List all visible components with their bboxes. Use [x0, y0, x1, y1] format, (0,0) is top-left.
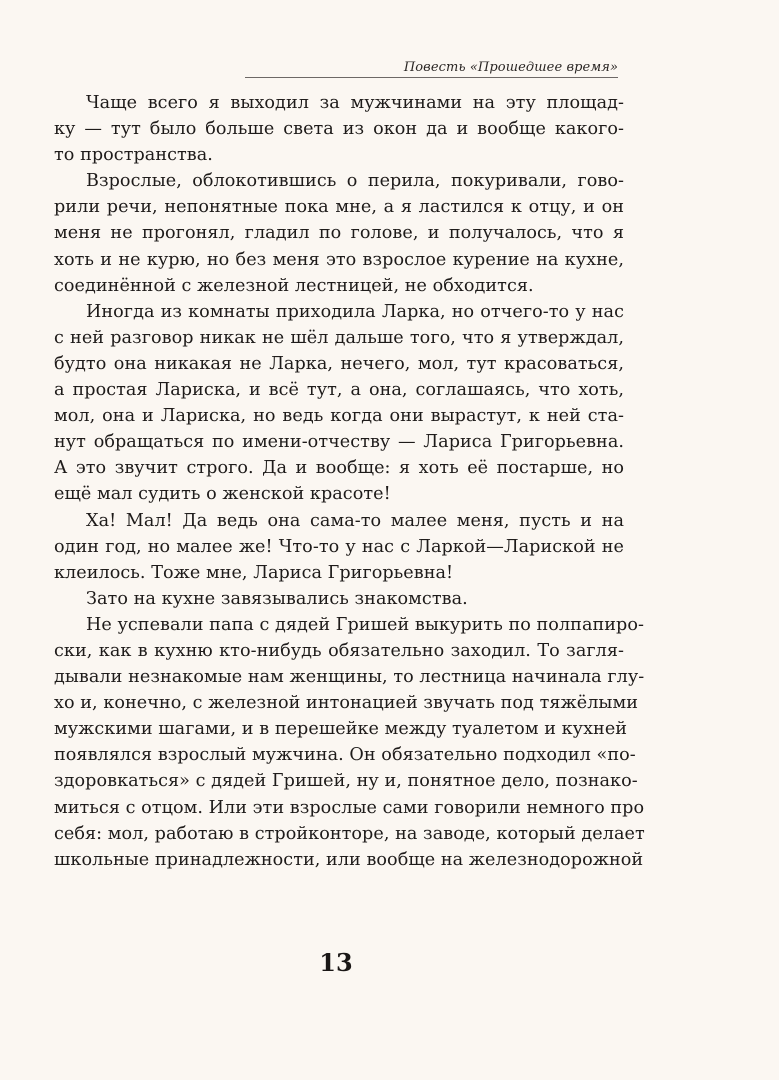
text-line: будто она никакая не Ларка, нечего, мол, тут красоваться, — [54, 353, 624, 374]
text-line: Чаще всего я выходил за мужчинами на эту площад- — [86, 93, 624, 113]
text-line: Взрослые, облокотившись о перила, покуривали, гово- — [86, 171, 624, 192]
text-line: меня не прогонял, гладил по голове, и получалось, что я — [54, 223, 624, 244]
text-line: появлялся взрослый мужчина. Он обязательно подходил «по- — [54, 745, 636, 766]
running-title: Повесть «Прошедшее время» — [403, 60, 618, 75]
text-line: нут обращаться по имени-отчеству — Лариса Григорьевна. — [54, 432, 624, 453]
page-number: 13 — [319, 948, 353, 977]
text-line: мужскими шагами, и в перешейке между туалетом и кухней — [54, 719, 628, 740]
text-line: с ней разговор никак не шёл дальше того, что я утверждал, — [54, 327, 624, 348]
text-line: Иногда из комнаты приходила Ларка, но отчего-то у нас — [86, 301, 624, 322]
text-line: хо и, конечно, с железной интонацией звучать под тяжёлыми — [54, 693, 639, 714]
text-line: себя: мол, работаю в стройконторе, на заводе, который делает — [54, 823, 645, 844]
text-line: ски, как в кухню кто-нибудь обязательно заходил. То загля- — [54, 640, 624, 661]
text-line: рили речи, непонятные пока мне, а я ластился к отцу, и он — [54, 197, 624, 218]
text-line: соединённой с железной лестницей, не обходится. — [54, 275, 534, 296]
text-line: один год, но малее же! Что-то у нас с Ларкой—Лариской не — [54, 536, 624, 557]
text-line: Ха! Мал! Да ведь она сама-то малее меня, пусть и на — [86, 510, 624, 531]
text-line: клеилось. Тоже мне, Лариса Григорьевна! — [54, 562, 454, 583]
text-line: дывали незнакомые нам женщины, то лестница начинала глу- — [54, 667, 645, 688]
text-line: ку — тут было больше света из окон да и вообще какого- — [54, 119, 624, 140]
text-line: а простая Лариска, и всё тут, а она, соглашаясь, что хоть, — [54, 380, 624, 401]
text-line: миться с отцом. Или эти взрослые сами говорили немного про — [54, 797, 645, 818]
text-line: Не успевали папа с дядей Гришей выкурить по полпапиро- — [86, 614, 644, 635]
running-header — [245, 56, 618, 78]
text-line: мол, она и Лариска, но ведь когда они вырастут, к ней ста- — [54, 406, 624, 427]
text-line: то пространства. — [54, 145, 213, 166]
text-line: Зато на кухне завязывались знакомства. — [86, 588, 468, 609]
text-line: ещё мал судить о женской красоте! — [54, 484, 391, 505]
text-line: здоровкаться» с дядей Гришей, ну и, понятное дело, познако- — [54, 771, 638, 792]
body-text — [54, 90, 645, 873]
text-line: хоть и не курю, но без меня это взрослое курение на кухне, — [54, 249, 624, 270]
text-line: А это звучит строго. Да и вообще: я хоть её постарше, но — [54, 458, 624, 479]
text-line: школьные принадлежности, или вообще на железнодорожной — [54, 849, 644, 870]
